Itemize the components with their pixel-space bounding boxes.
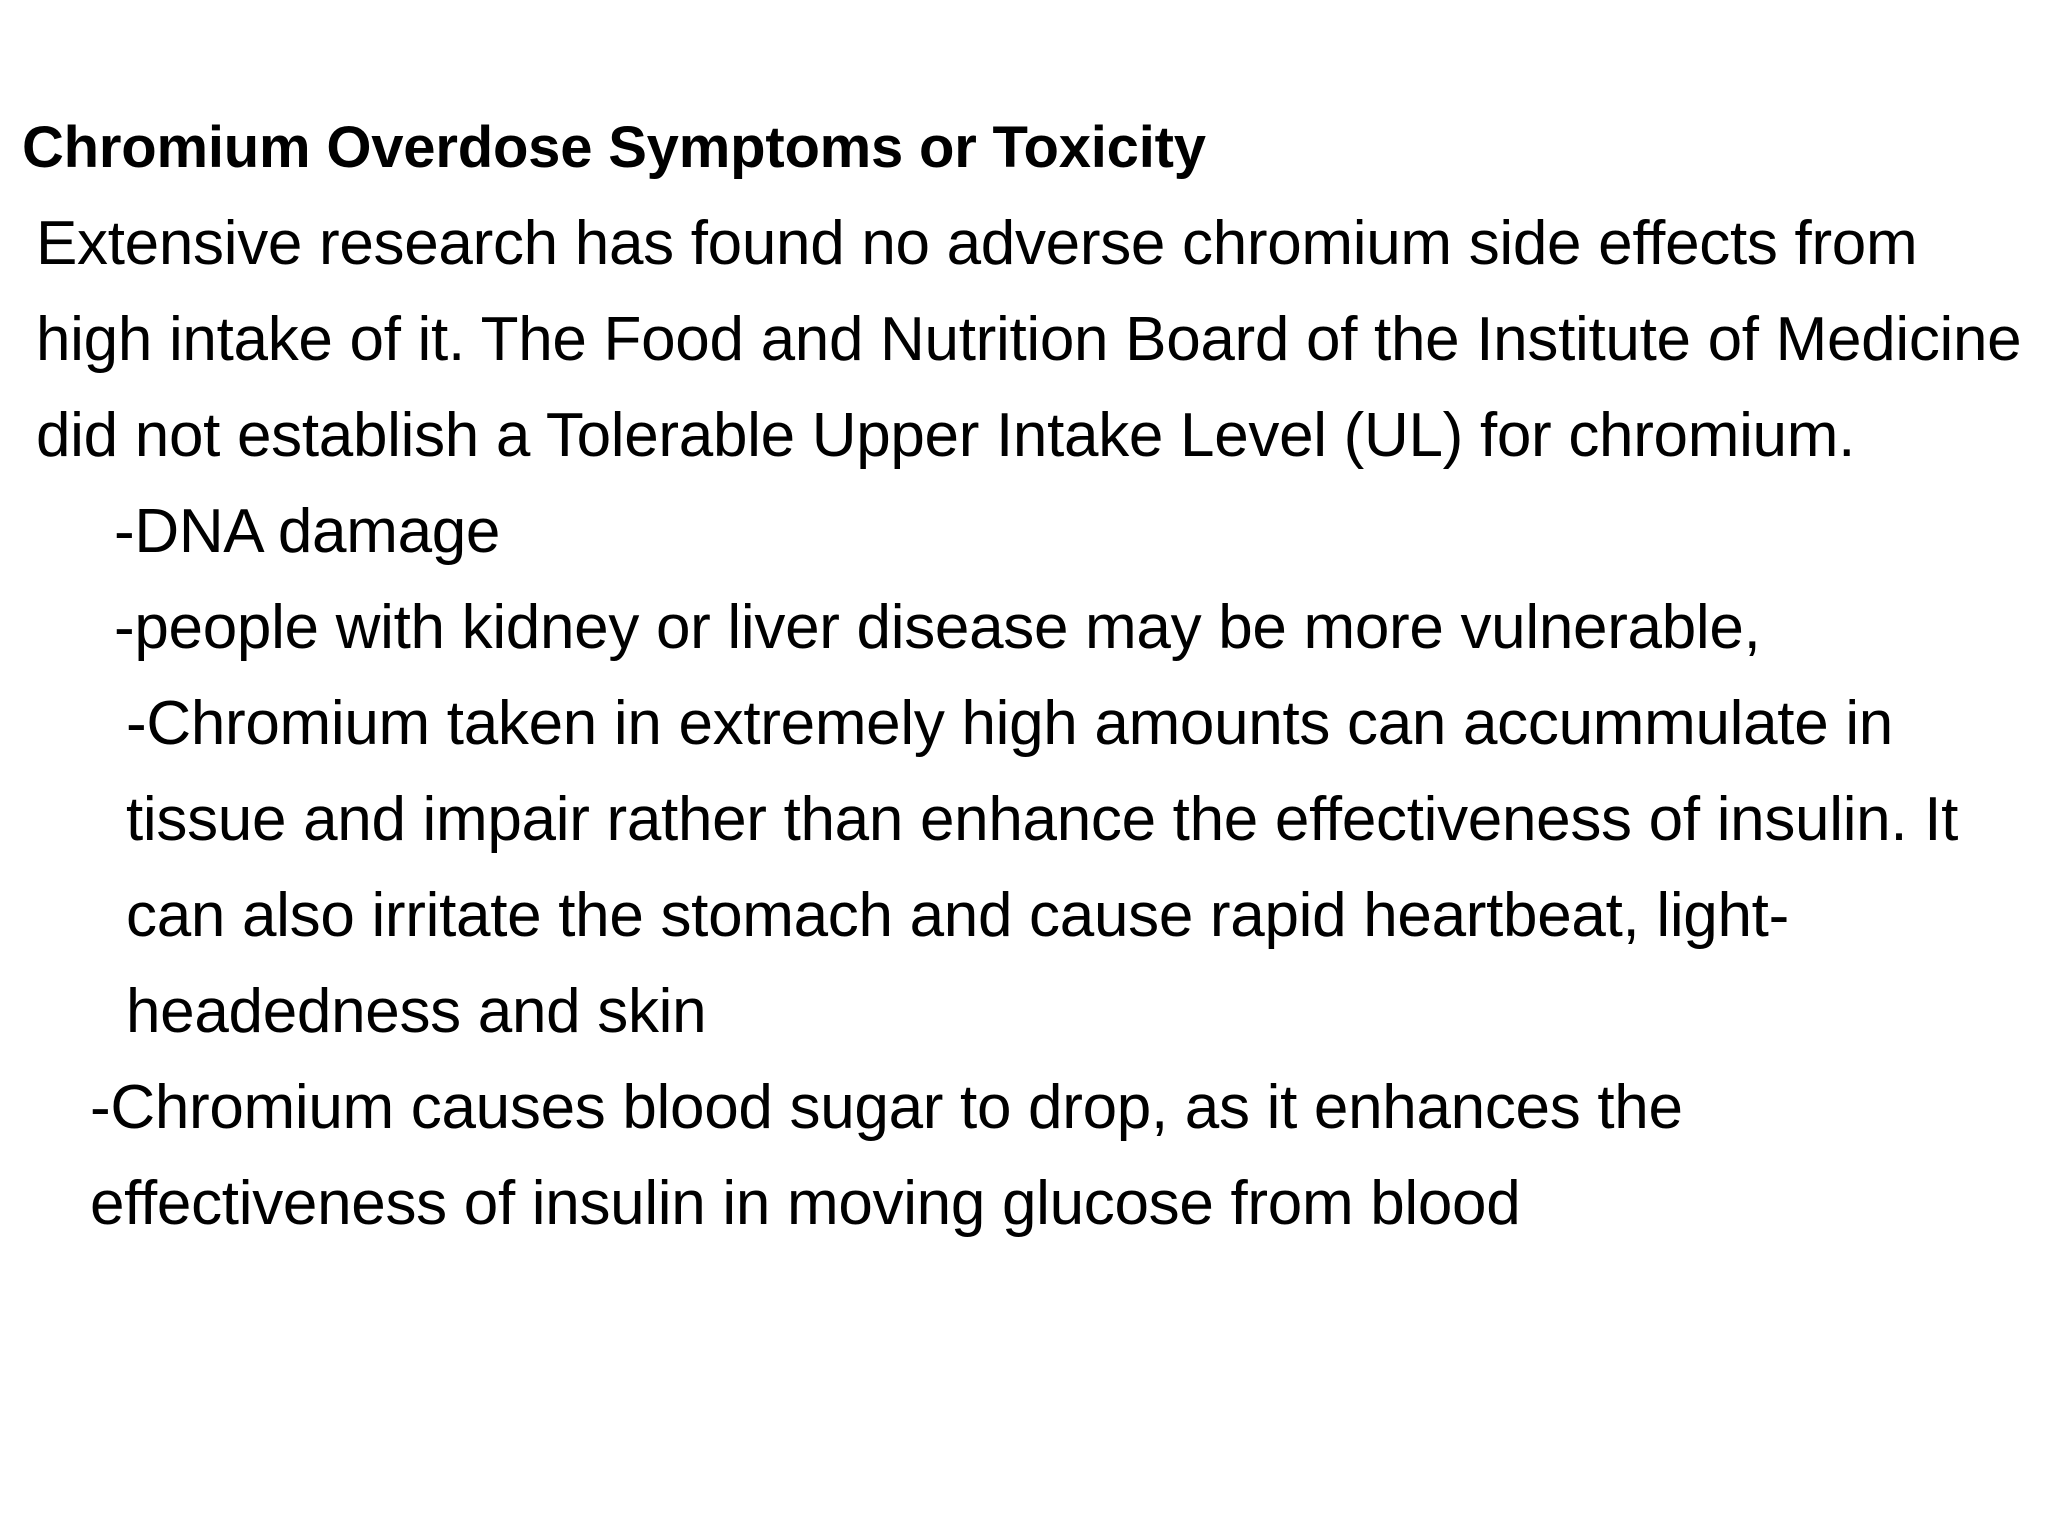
bullet-kidney-liver: -people with kidney or liver disease may be more vulnerable, <box>114 593 1761 662</box>
slide-title: Chromium Overdose Symptoms or Toxicity <box>22 115 1206 180</box>
bullet-high-amounts: -Chromium taken in extremely high amounts can accummulate in tissue and impair rather than enhance the effectiveness of insulin. It can also irritate the stomach and cause rapid heartbeat, light-headedness and skin <box>126 689 1959 1046</box>
bullet-dna-damage: -DNA damage <box>114 497 501 566</box>
slide-content <box>22 100 2032 1252</box>
intro-paragraph: Extensive research has found no adverse chromium side effects from high intake of it. The Food and Nutrition Board of the Institute of Medicine did not establish a Tolerable Upper Intake Level (UL) for chromium. <box>36 209 2022 470</box>
bullet-blood-sugar: -Chromium causes blood sugar to drop, as it enhances the effectiveness of insulin in moving glucose from blood <box>90 1073 1683 1238</box>
